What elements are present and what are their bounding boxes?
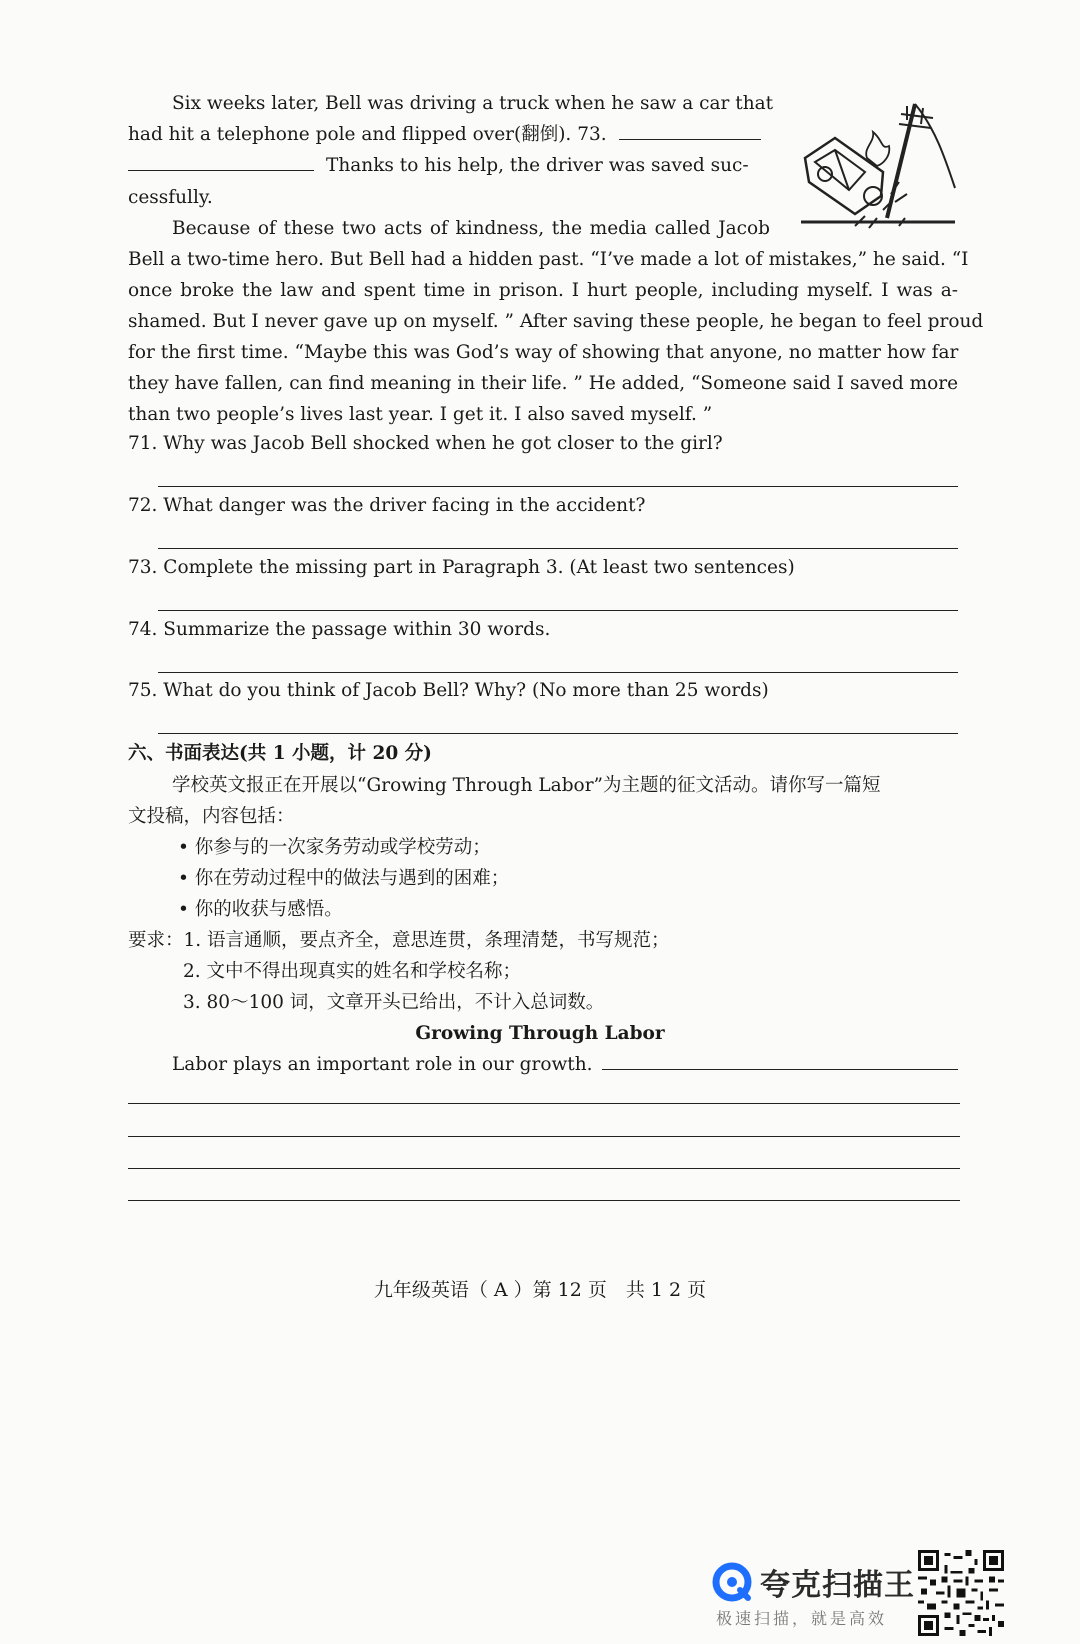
essay-line[interactable] — [128, 1168, 960, 1169]
passage-line: Bell a two-time hero. But Bell had a hidden past. “I’ve made a lot of mistakes,” he said. “I — [128, 249, 969, 270]
writing-intro-cont: 文投稿，内容包括： — [128, 806, 295, 827]
essay-line[interactable] — [128, 1136, 960, 1137]
watermark-slogan: 极速扫描，就是高效 — [716, 1609, 888, 1628]
essay-title: Growing Through Labor — [415, 1023, 665, 1044]
writing-bullet: • 你参与的一次家务劳动或学校劳动； — [178, 837, 491, 858]
writing-heading: 六、书面表达(共 1 小题，计 20 分) — [128, 743, 432, 764]
overturned-car-illustration — [795, 98, 961, 238]
passage-line: they have fallen, can find meaning in their life. ” He added, “Someone said I saved more — [128, 373, 959, 394]
watermark-brand: 夸克扫描王 — [760, 1568, 915, 1603]
answer-line-74[interactable] — [158, 672, 958, 673]
question-73: 73. Complete the missing part in Paragraph 3. (At least two sentences) — [128, 557, 795, 578]
writing-intro: 学校英文报正在开展以“Growing Through Labor”为主题的征文活动。请你写一篇短 — [172, 775, 881, 796]
quark-logo-icon — [712, 1562, 752, 1602]
essay-line[interactable] — [128, 1103, 960, 1104]
answer-line-72[interactable] — [158, 548, 958, 549]
question-72: 72. What danger was the driver facing in the accident? — [128, 495, 646, 516]
passage-line: than two people’s lives last year. I get it. I also saved myself. ” — [128, 404, 713, 425]
passage-line: Six weeks later, Bell was driving a truck when he saw a car that — [172, 93, 774, 114]
writing-bullet: • 你的收获与感悟。 — [178, 899, 343, 920]
essay-opening — [172, 1049, 958, 1081]
passage-line: for the first time. “Maybe this was God’s way of showing that anyone, no matter how far — [128, 342, 959, 363]
passage-line: Because of these two acts of kindness, the media called Jacob — [172, 218, 770, 239]
writing-requirement: 3. 80～100 词，文章开头已给出，不计入总词数。 — [183, 992, 605, 1013]
answer-blank-73-cont[interactable] — [128, 152, 314, 171]
passage-line: once broke the law and spent time in prison. I hurt people, including myself. I was a- — [128, 280, 958, 301]
question-74: 74. Summarize the passage within 30 words. — [128, 619, 551, 640]
answer-line-75[interactable] — [158, 733, 958, 734]
writing-requirement: 要求：1. 语言通顺，要点齐全，意思连贯，条理清楚，书写规范； — [128, 930, 670, 951]
answer-line-73[interactable] — [158, 610, 958, 611]
answer-line-71[interactable] — [158, 486, 958, 487]
question-71: 71. Why was Jacob Bell shocked when he got closer to the girl? — [128, 433, 723, 454]
qr-code-icon — [918, 1550, 1004, 1636]
question-75: 75. What do you think of Jacob Bell? Why? (No more than 25 words) — [128, 680, 769, 701]
writing-requirement: 2. 文中不得出现真实的姓名和学校名称； — [183, 961, 522, 982]
essay-line[interactable] — [128, 1200, 960, 1201]
essay-blank-first[interactable] — [602, 1051, 958, 1070]
passage-text: Thanks to his help, the driver was saved suc- — [326, 155, 749, 176]
answer-blank-73[interactable] — [619, 121, 761, 140]
passage-text: had hit a telephone pole and flipped over(翻倒). 73. — [128, 124, 607, 145]
passage-line: shamed. But I never gave up on myself. ” After saving these people, he began to feel proud — [128, 311, 984, 332]
writing-bullet: • 你在劳动过程中的做法与遇到的困难； — [178, 868, 510, 889]
passage-line: cessfully. — [128, 187, 213, 208]
essay-opening-text: Labor plays an important role in our growth. — [172, 1054, 593, 1075]
page-footer: 九年级英语（ A ）第 12 页 共 1 2 页 — [373, 1279, 707, 1301]
